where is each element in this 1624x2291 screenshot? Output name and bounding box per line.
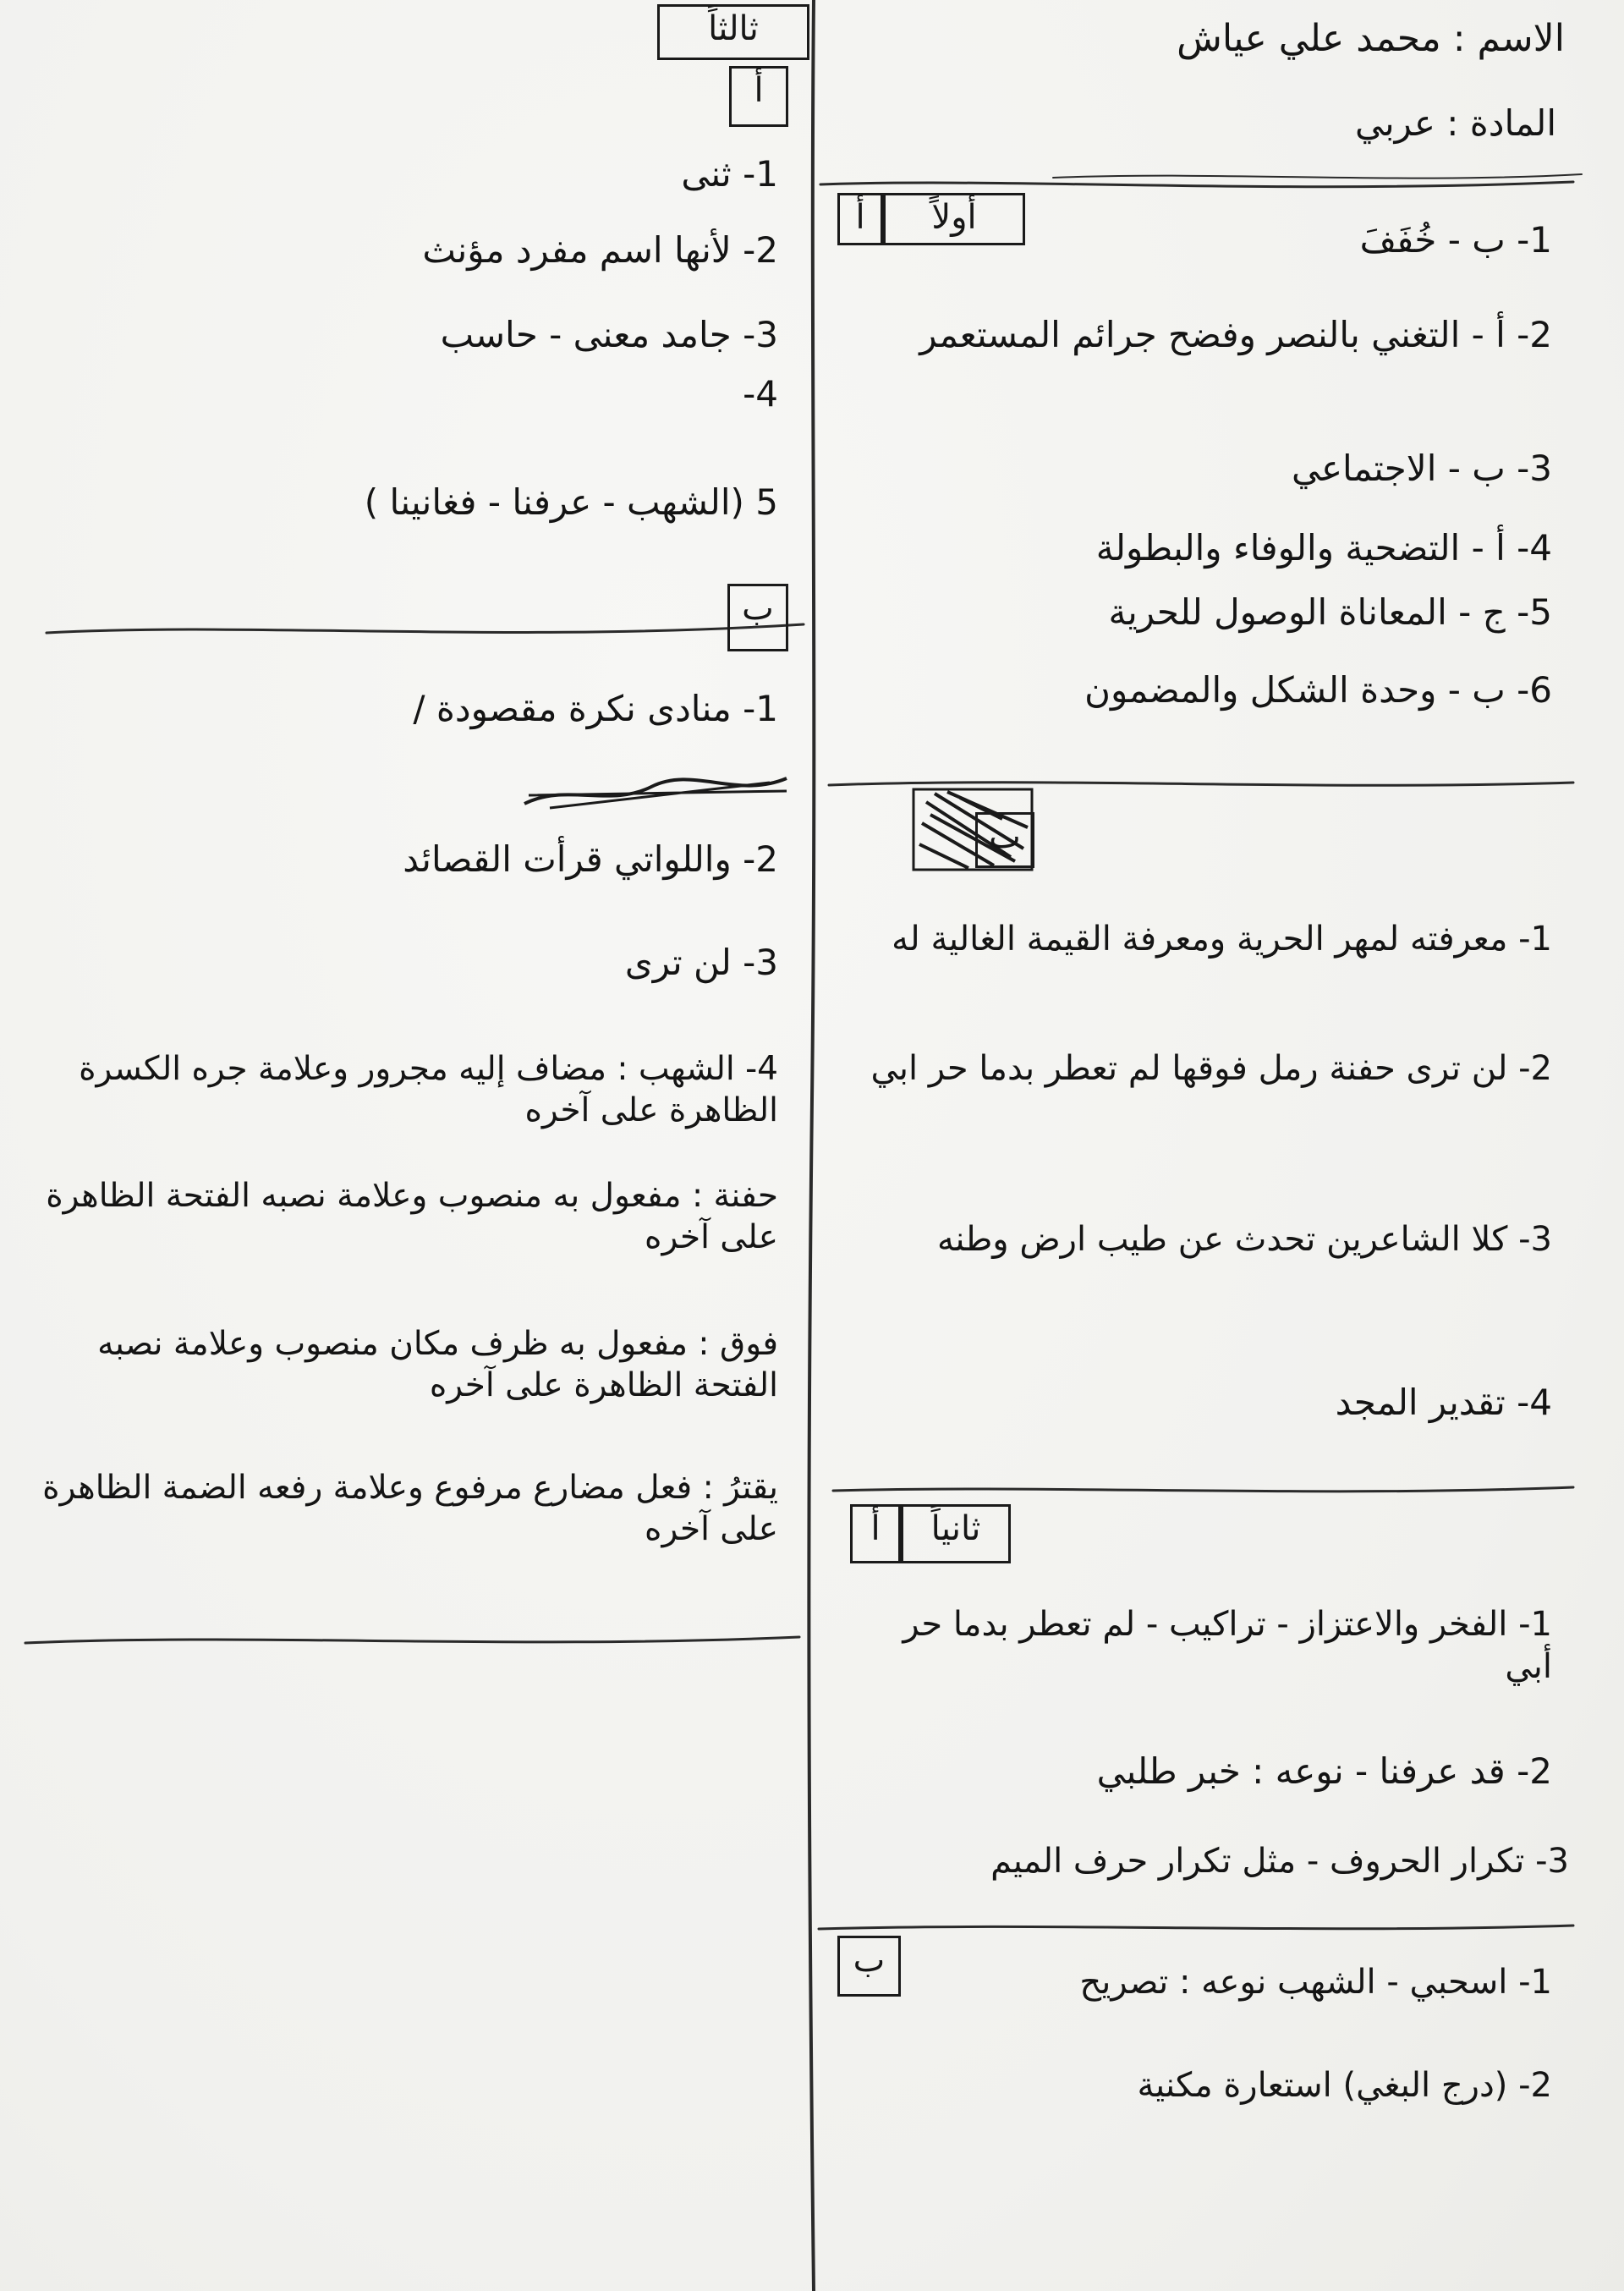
section-2-sub-a: أ [850, 1504, 901, 1563]
s3-answer-2: 2- لأنها اسم مفرد مؤنث [422, 229, 778, 271]
s3-answer-1: 1- ثنى [681, 153, 778, 195]
section-2b-sub-b: ب [837, 1936, 901, 1997]
s3b-parsing-1: 4- الشهب : مضاف إليه مجرور وعلامة جره الكسرة الظاهرة على آخره [79, 1050, 778, 1129]
crossed-out-text [516, 766, 795, 816]
s1b-answer-3: 3- كلا الشاعرين تحدث عن طيب ارض وطنه [936, 1220, 1552, 1259]
s1-answer-2: 2- أ - التغني بالنصر وفضح جرائم المستعمر [919, 314, 1552, 355]
s3b-answer-3: 3- لن ترى [624, 942, 778, 983]
s3b-parsing-2: حفنة : مفعول به منصوب وعلامة نصبه الفتحة الظاهرة على آخره [46, 1177, 778, 1256]
s2-answer-3: 3- تكرار الحروف - مثل تكرار حرف الميم [990, 1842, 1569, 1881]
s3b-parsing-3: فوق : مفعول به ظرف مكان منصوب وعلامة نصبه الفتحة الظاهرة على آخره [97, 1325, 778, 1404]
s3b-parsing-4: يقترُ : فعل مضارع مرفوع وعلامة رفعه الضمة الظاهرة على آخره [42, 1469, 778, 1548]
s1b-answer-1: 1- معرفته لمهر الحرية ومعرفة القيمة الغالية له [892, 920, 1552, 959]
section-3-title: ثالثاً [657, 4, 809, 60]
s1-answer-4: 4- أ - التضحية والوفاء والبطولة [1095, 527, 1552, 569]
section-1-sub-a: أ [837, 193, 883, 245]
s2b-answer-2: 2- (درج البغي) استعارة مكنية [1137, 2066, 1552, 2105]
s3-answer-4: 4- [743, 373, 778, 415]
s1-answer-5: 5- ج - المعاناة الوصول للحرية [1108, 591, 1552, 633]
section-1-title: أولاً [883, 193, 1025, 245]
section-2-title: ثانياً [901, 1504, 1011, 1563]
s2-answer-1: 1- الفخر والاعتزاز - تراكيب - لم تعطر بدما حر أبي [903, 1605, 1552, 1686]
s2-answer-2: 2- قد عرفنا - نوعه : خبر طلبي [1096, 1750, 1552, 1792]
s2b-answer-1: 1- اسحبي - الشهب نوعه : تصريح [1079, 1963, 1552, 2002]
s1-answer-6: 6- ب - وحدة الشكل والمضمون [1084, 669, 1552, 711]
s3-answer-3: 3- جامد معنى - حاسب [440, 314, 778, 355]
student-name: الاسم : محمد علي عياش [1177, 17, 1565, 60]
section-3b-sub-b: ب [727, 584, 788, 651]
section-3-sub-a: أ [729, 66, 788, 127]
s3b-answer-2: 2- واللواتي قرأت القصائد [403, 838, 778, 880]
s1-answer-1: 1- ب - خُفَفَ [1359, 219, 1552, 261]
s1-answer-3: 3- ب - الاجتماعي [1291, 448, 1552, 489]
s1b-answer-2: 2- لن ترى حفنة رمل فوقها لم تعطر بدما حر ابي [870, 1049, 1552, 1088]
subject-line: المادة : عربي [1354, 102, 1556, 144]
s1b-answer-4: 4- تقدير المجد [1335, 1382, 1552, 1423]
s3b-answer-1: 1- منادى نكرة مقصودة / [413, 688, 778, 729]
s3-answer-5: 5 (الشهب - عرفنا - فغانينا ) [364, 481, 778, 523]
section-1b-sub-b: ب [975, 812, 1034, 868]
